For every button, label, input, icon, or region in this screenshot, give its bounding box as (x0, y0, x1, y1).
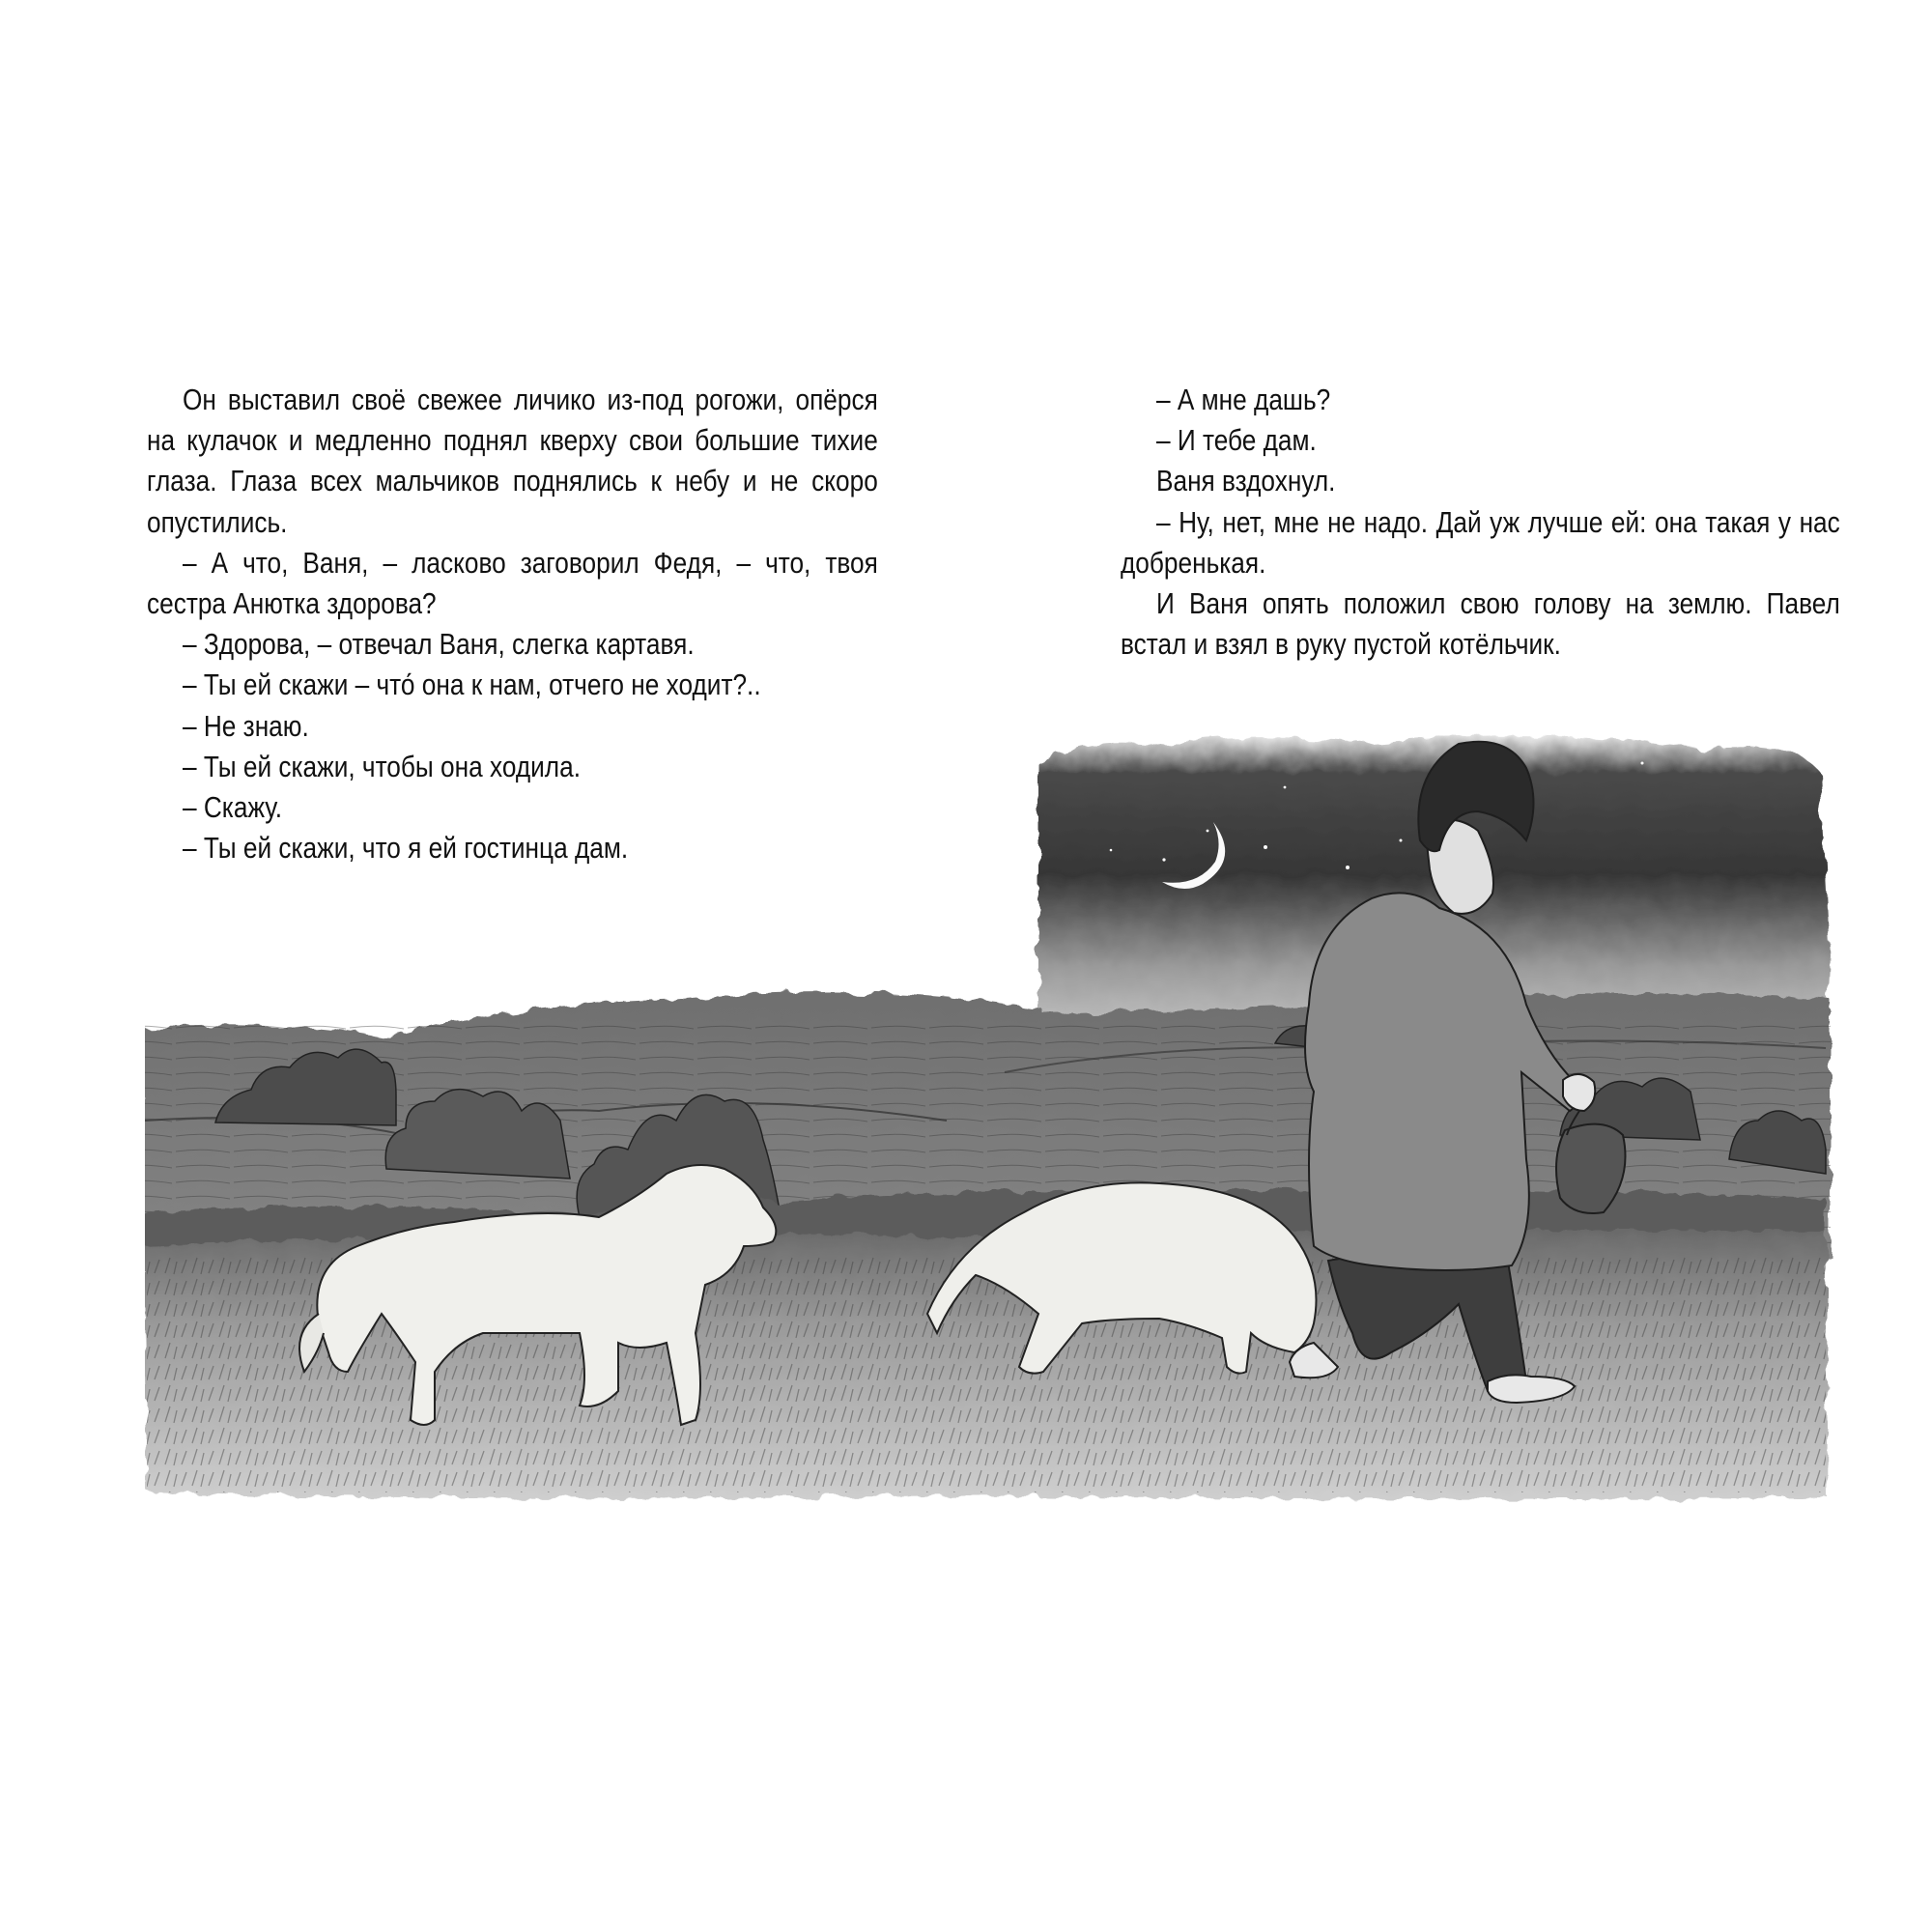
stars (1110, 762, 1644, 870)
text-column-right (1121, 380, 1840, 665)
paragraph: – Ты ей скажи – что́ она к нам, отчего не ходит?.. (182, 668, 761, 702)
boy-figure (1290, 742, 1626, 1403)
paragraph: – Скажу. (182, 791, 283, 825)
night-sky (1038, 736, 1831, 1043)
paragraph: Ваня вздохнул. (1155, 465, 1336, 498)
dog-right (927, 1182, 1317, 1373)
rolling-hills (143, 992, 1831, 1256)
paragraph: – Ты ей скажи, что я ей гостинца дам. (182, 832, 629, 866)
paragraph: – А мне дашь? (1155, 384, 1331, 416)
dog-left (299, 1165, 776, 1425)
crescent-moon-icon (1162, 822, 1225, 889)
grassy-foreground (143, 1230, 1828, 1499)
paragraph: – Не знаю. (182, 709, 309, 743)
bushes (215, 1022, 1826, 1227)
paragraph: – Ну, нет, мне не надо. Дай уж лучше ей: она такая у нас добренькая. (1121, 505, 1840, 580)
text-column-left (147, 380, 878, 868)
paragraph: Он выставил своё свежее личико из-под рогожи, опёрся на кулачок и медленно поднял кверху свои большие тихие глаза. Глаза всех мальчиков поднялись к небу и не скоро опустились. (147, 384, 878, 539)
paragraph: – Ты ей скажи, чтобы она ходила. (182, 750, 581, 783)
paragraph: И Ваня опять положил свою голову на землю. Павел встал и взял в руку пустой котёльчик. (1121, 587, 1840, 662)
paragraph: – И тебе дам. (1155, 424, 1317, 458)
paragraph: – Здорова, – отвечал Ваня, слегка картавя. (182, 628, 695, 662)
paragraph: – А что, Ваня, – ласково заговорил Федя, – что, твоя сестра Анютка здорова? (147, 546, 878, 621)
